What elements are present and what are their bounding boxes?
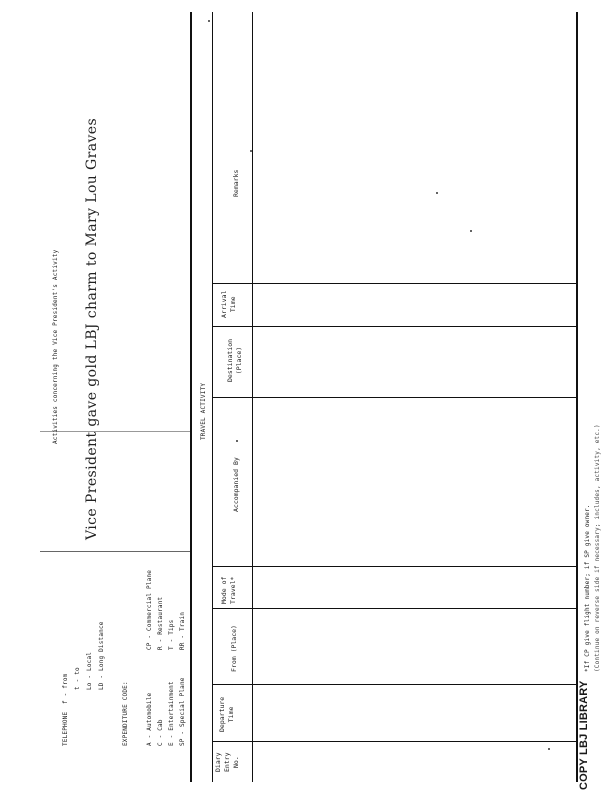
telephone-code-to: t - to (74, 667, 81, 690)
expenditure-code-tips: T - Tips (168, 619, 175, 650)
col-divider-5 (212, 397, 576, 398)
header-rule-middle (40, 431, 190, 432)
activity-title: Activities concerning the Vice President's Activity (52, 249, 59, 444)
col-header-arrival-time-line1: Arrival (220, 290, 228, 318)
col-header-remarks: Remarks (232, 169, 240, 197)
scan-speck (250, 150, 252, 152)
col-header-diary-entry-line3: No. (232, 756, 240, 768)
expenditure-code-cab: C - Cab (157, 719, 164, 746)
scan-speck (548, 748, 550, 750)
footnote-line-1: *If CP give flight number; if SP give owner. (584, 504, 591, 672)
telephone-label: TELEPHONE (62, 711, 69, 746)
col-header-departure-time-line1: Departure (218, 696, 226, 732)
footnote-line-2: (Continue on reverse side if necessary; includes, activity, etc.) (594, 424, 601, 672)
col-divider-4 (212, 566, 576, 567)
col-header-mode-of-travel-line2: Travel* (229, 576, 237, 604)
scan-speck (470, 230, 472, 232)
expenditure-code-automobile: A - Automobile (146, 692, 153, 746)
table-bottom-rule (576, 12, 578, 782)
col-header-arrival-time (220, 291, 238, 318)
col-divider-2 (212, 684, 576, 685)
expenditure-code-restaurant: R - Restaurant (157, 596, 164, 650)
col-header-arrival-time-line2: Time (229, 296, 237, 313)
col-header-diary-entry (214, 752, 241, 772)
expenditure-code-entertainment: E - Entertainment (168, 681, 175, 746)
scan-speck (436, 192, 438, 194)
expenditure-code-train: RR - Train (179, 611, 186, 650)
col-header-mode-of-travel (220, 577, 238, 604)
col-header-from-place: From (Place) (230, 625, 238, 672)
expenditure-code-commercial-plane: CP - Commercial Plane (146, 569, 153, 650)
col-divider-6 (212, 326, 576, 327)
col-header-accompanied-by: Accompanied By (232, 457, 240, 512)
copy-lbj-library-stamp: COPY LBJ LIBRARY (578, 680, 590, 790)
col-header-departure-time-line2: Time (227, 706, 235, 723)
scan-speck (208, 20, 210, 22)
col-header-destination-line1: Destination (226, 338, 234, 382)
scan-speck (236, 440, 238, 442)
header-rule-left (40, 551, 190, 552)
col-header-mode-of-travel-line1: Mode of (220, 576, 228, 604)
col-divider-3 (212, 608, 576, 609)
col-header-diary-entry-line1: Diary (214, 752, 222, 772)
col-divider-1 (212, 741, 576, 742)
expenditure-code-special-plane: SP - Special Plane (179, 677, 186, 746)
col-header-destination (226, 339, 244, 382)
travel-activity-header: TRAVEL ACTIVITY (200, 382, 207, 440)
col-divider-7 (212, 283, 576, 284)
expenditure-label: EXPENDITURE CODE: (122, 681, 129, 746)
telephone-code-long-distance: LD - Long Distance (98, 621, 105, 690)
table-top-rule (190, 12, 192, 782)
telephone-code-local: Lo - Local (86, 651, 93, 690)
col-header-destination-line2: (Place) (235, 346, 243, 375)
col-header-diary-entry-line2: Entry (223, 752, 231, 772)
col-header-departure-time (218, 697, 236, 732)
telephone-code-from: f - from (62, 673, 69, 704)
handwritten-note: Vice President gave gold LBJ charm to Mary Lou Graves (84, 117, 100, 540)
